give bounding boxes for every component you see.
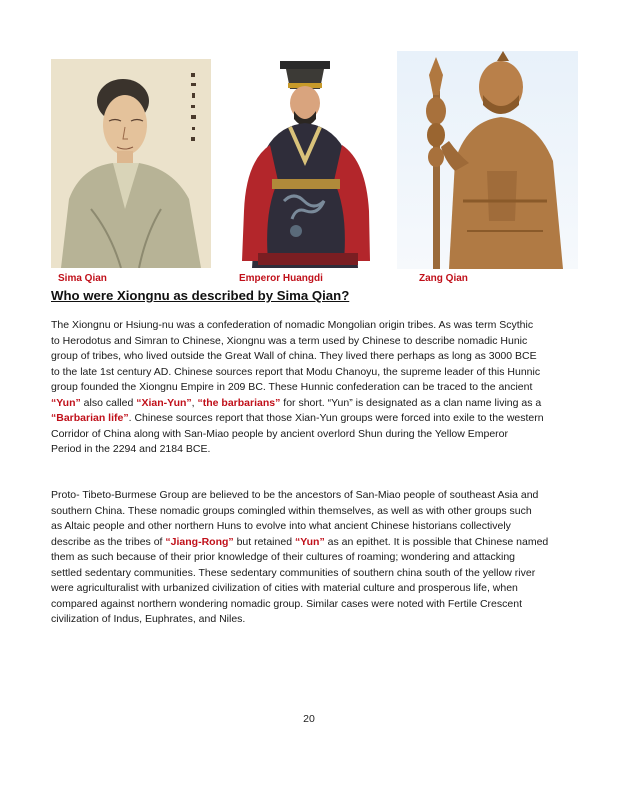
paragraph-line: to Herodotus and Simran to Chinese, Xiongnu was a term used by Chinese to describe nomadic Hunic [51,334,528,347]
paragraph-line: Period in the 2294 and 2184 BCE. [51,443,211,455]
page-number: 20 [303,713,315,725]
paragraph-line [51,535,577,551]
paragraph-line: compared against northern wondering nomadic group. Similar cases were noted with Fertile Crescent [51,597,522,610]
paragraph-line: southern China. These nomadic groups comingled within themselves, as well as with other groups such [51,504,532,517]
caption-sima-qian: Sima Qian [58,273,107,284]
highlight-yun: “Yun” [294,535,325,548]
paragraph-line: The Xiongnu or Hsiung-nu was a confederation of nomadic Mongolian origin tribes. As was term Scythic [51,319,534,331]
highlight-xian-yun: “Xian-Yun” [136,396,192,409]
highlight-yun: “Yun” [51,396,81,409]
text-run: also called [80,396,137,409]
emperor-huangdi-portrait [224,61,389,268]
highlight-barbarian-life: “Barbarian life” [51,412,129,424]
caption-zang-qian: Zang Qian [419,273,468,284]
paragraph-line: settled sedentary communities. These sedentary communities of southern china south of the yellow river [51,566,536,579]
paragraph-line: to the late 1st century AD. Chinese sources report that Modu Chanoyu, the supreme leader of this Hunnic [51,365,541,378]
highlight-barbarians: “the barbarians” [197,396,281,409]
highlight-jiang-rong: “Jiang-Rong” [165,535,234,548]
paragraph-line: group of tribes, who lived outside the Great Wall of china. They lived there perhaps as long as 3000 BCE [51,350,537,362]
paragraph-xiongnu [51,318,577,458]
sima-qian-portrait [51,59,211,268]
paragraph-line: Corridor of China along with San-Miao people by ancient overlord Shun during the Yellow Emperor [51,427,509,440]
text-run: describe as the tribes of [51,535,166,548]
zang-qian-statue [397,51,578,269]
text-run: but retained [233,535,295,548]
paragraph-line: group founded the Xiongnu Empire in 209 BC. These Hunnic confederation can be traced to the ancient [51,381,533,393]
paragraph-line: Proto- Tibeto-Burmese Group are believed to be the ancestors of San-Miao people of southeast Asia and [51,489,539,501]
text-run: for short. “Yun” is designated as a clan name living as a [280,396,542,409]
paragraph-line: as Altaic people and other northern Huns to evolve into what ancient Chinese historians collectively [51,520,511,532]
paragraph-line: them as such because of their prior knowledge of their cultures of roaming; wondering and attacking [51,551,516,563]
text-run: . Chinese sources report that those Xian-Yun groups were forced into exile to the western [128,412,544,424]
paragraph-line: civilization of Indus, Euphrates, and Niles. [51,613,246,625]
paragraph-line [51,396,577,412]
paragraph-tibeto-burmese [51,488,577,628]
paragraph-line [51,411,577,427]
text-run: as an epithet. It is possible that Chinese named [324,535,549,548]
section-heading: Who were Xiongnu as described by Sima Qian? [51,288,350,303]
caption-emperor-huangdi: Emperor Huangdi [239,273,323,284]
paragraph-line: were agriculturalist with urbanized civilization of cities with material culture and prosperous life, when [51,582,518,594]
text-run: , [191,396,198,409]
